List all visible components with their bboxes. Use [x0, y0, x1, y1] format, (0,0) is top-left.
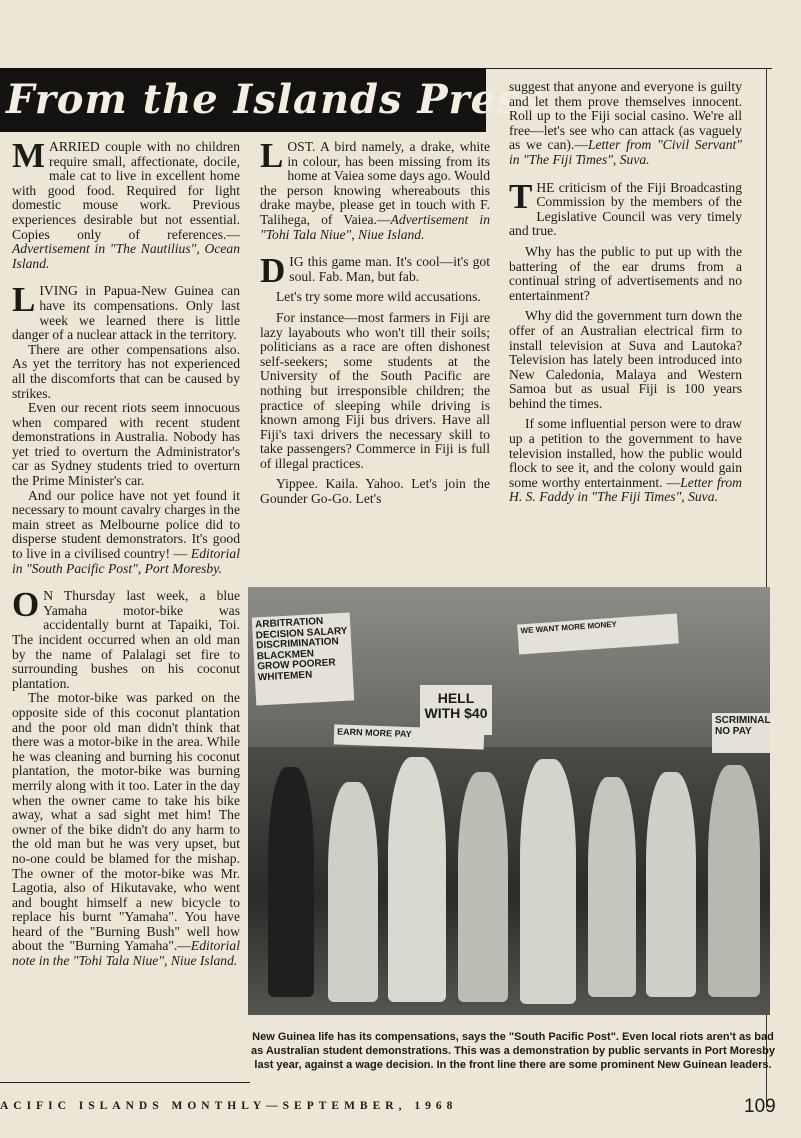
drop-cap: O: [12, 585, 40, 625]
item-citation: Advertisement in "Tohi Tala Niue", Niue Island.: [260, 211, 490, 242]
page-number: 109: [744, 1096, 776, 1117]
item-text: The motor-bike was parked on the opposite side of this coconut plantation and the poor old man didn't think that there was a motor-bike in the area. While he was cleaning and burning his coconut plantation, the motor-bike was burning merrily along with it too. Later in the day when the owner came to take his bike away, what a sad sight met him! The owner of the bike didn't do any harm to the old man but he was very upset, but no-one could be blamed for the mishap. The owner of the motor-bike was Mr. Lagotia, also of Hikutavake, who went and bought himself a new bicycle to replace his burnt "Yamaha". You have heard of the "Burning Bush" well how about the "Burning Yamaha".—: [12, 690, 240, 954]
item-fiji-paragraph-4: Yippee. Kaila. Yahoo. Let's join the Gounder Go-Go. Let's: [260, 476, 490, 507]
figure-shape: [328, 782, 378, 1002]
item-broadcast-paragraph-3: Why did the government turn down the offer of an Australian electrical firm to install television at Suva and Lautoka? Television has lately been introduced into New Caledonia, Malaya and Western Samoa but as usual Fiji is 100 years behind the times.: [509, 308, 742, 411]
figure-shape: [458, 772, 508, 1002]
item-broadcast-paragraph-1: [509, 176, 742, 239]
item-text: If some influential person were to draw up a petition to the government to have television installed, how the public would flock to see it, and the colony would gain some worthy entertainment. —: [509, 416, 742, 490]
protest-sign: SCRIMINAL NO PAY: [712, 713, 770, 753]
item-text: N Thursday last week, a blue Yamaha motor-bike was accidentally burnt at Tapaiki, Toi. The incident occurred when an old man by the name of Palalagi set fire to surrounding bushes on his coconut plantation.: [12, 588, 240, 691]
figure-shape: [520, 759, 576, 1004]
figure-shape: [388, 757, 446, 1002]
item-yamaha-paragraph-1: [12, 585, 240, 691]
item-text: ARRIED couple with no children require small, affectionate, docile, male cat to live in excellent home with good food. Required for light domestic mouse work. Previous experiences desirable but not essential. Copies only of references.—: [12, 139, 240, 242]
bottom-rule: [0, 1082, 250, 1083]
section-banner: From the Islands Press: [0, 68, 486, 132]
item-drake-advert: [260, 136, 491, 242]
item-text: OST. A bird namely, a drake, white in colour, has been missing from its home at Vaiea some days ago. Would the person knowing whereabouts this drake maybe, please get in touch with F. Talihega, of Vaiea.—: [260, 139, 491, 227]
protest-sign: EARN MORE PAY: [334, 724, 485, 749]
item-text: IVING in Papua-New Guinea can have its compensations. Only last week we learned there is little danger of a nuclear attack in the territory.: [12, 283, 240, 343]
item-citation: Editorial in "South Pacific Post", Port Moresby.: [12, 546, 240, 576]
drop-cap: D: [260, 251, 286, 291]
figure-shape: [708, 765, 760, 997]
item-broadcast-paragraph-2: Why has the public to put up with the battering of the ear drums from a continual string of advertisements and no entertainment?: [509, 243, 742, 303]
page-footer: [0, 1096, 801, 1122]
item-fiji-paragraph-1: [260, 251, 490, 291]
item-broadcast-paragraph-4: [509, 417, 742, 505]
item-png-paragraph-2: There are other compensations also. As yet the territory has not experienced all the discomforts that can be caused by strikes.: [12, 341, 240, 401]
item-citation: Letter from "Civil Servant" in "The Fiji Times", Suva.: [509, 137, 743, 167]
photo-caption: New Guinea life has its compensations, says the "South Pacific Post". Even local riots aren't as bad as Australian student demonstrations. This was a demonstration by public servants in Port Moresby last year, against a wage decision. In the front line there are some prominent New Guinean leaders.: [250, 1031, 776, 1071]
item-citation: Advertisement in "The Nautilius", Ocean Island.: [12, 241, 240, 271]
protest-sign: HELL WITH $40: [420, 685, 492, 735]
item-citation: Letter from H. S. Faddy in "The Fiji Times", Suva.: [509, 474, 742, 505]
drop-cap: T: [509, 176, 533, 216]
column-1: [12, 136, 240, 969]
item-cat-advert: [12, 136, 240, 271]
item-png-paragraph-1: [12, 280, 240, 343]
column-3: [509, 80, 742, 505]
item-text: IG this game man. It's cool—it's got soul. Fab. Man, but fab.: [289, 254, 490, 284]
item-text: suggest that anyone and everyone is guilty and let them prove themselves innocent. Roll up to the Fiji social casino. We're all free—let's see who can attack (as vaguely as we can).—: [509, 79, 742, 153]
protest-sign: WE WANT MORE MONEY: [517, 613, 679, 654]
item-text: And our police have not yet found it necessary to mount cavalry charges in the main street as Melbourne police did to disperse student demonstrators. It's good to live in a civilised country! —: [12, 487, 240, 562]
figure-shape: [588, 777, 636, 997]
item-yamaha-paragraph-2: [12, 691, 240, 968]
figure-shape: [646, 772, 696, 997]
demonstration-photo: [248, 587, 770, 1015]
footer-publication: ACIFIC ISLANDS MONTHLY—SEPTEMBER, 1968: [0, 1100, 458, 1112]
item-citation: Editorial note in the "Tohi Tala Niue", Niue Island.: [12, 938, 240, 969]
figure-shape: [268, 767, 314, 997]
drop-cap: L: [260, 136, 284, 175]
item-png-paragraph-4: [12, 489, 240, 577]
column-2: [260, 136, 491, 507]
protest-sign: ARBITRATION DECISION SALARY DISCRIMINATION BLACKMEN GROW POORER WHITEMEN: [252, 612, 354, 705]
item-fiji-paragraph-2: Let's try some more wild accusations.: [276, 289, 481, 305]
drop-cap: M: [12, 136, 46, 175]
item-continued-letter: [509, 80, 742, 168]
top-rule: [486, 68, 772, 69]
item-png-paragraph-3: Even our recent riots seem innocuous when compared with recent student demonstrations in Australia. Nobody has yet tried to overturn the Administrator's car as Sydney students tried to overturn the Prime Minister's car.: [12, 400, 240, 489]
item-fiji-paragraph-3: For instance—most farmers in Fiji are lazy layabouts who won't till their soils; politicians as a race are often dishonest self-seekers; some students at the University of the South Pacific are nothing but irresponsible children; the practice of sleeping while driving is known among Fiji bus drivers. Have all Fiji's taxi drivers the necessary skill to take passengers? Commerce in Fiji is full of illegal practices.: [260, 309, 490, 471]
item-text: HE criticism of the Fiji Broadcasting Commission by the members of the Legislative Council was very timely and true.: [509, 179, 742, 239]
drop-cap: L: [12, 280, 36, 320]
